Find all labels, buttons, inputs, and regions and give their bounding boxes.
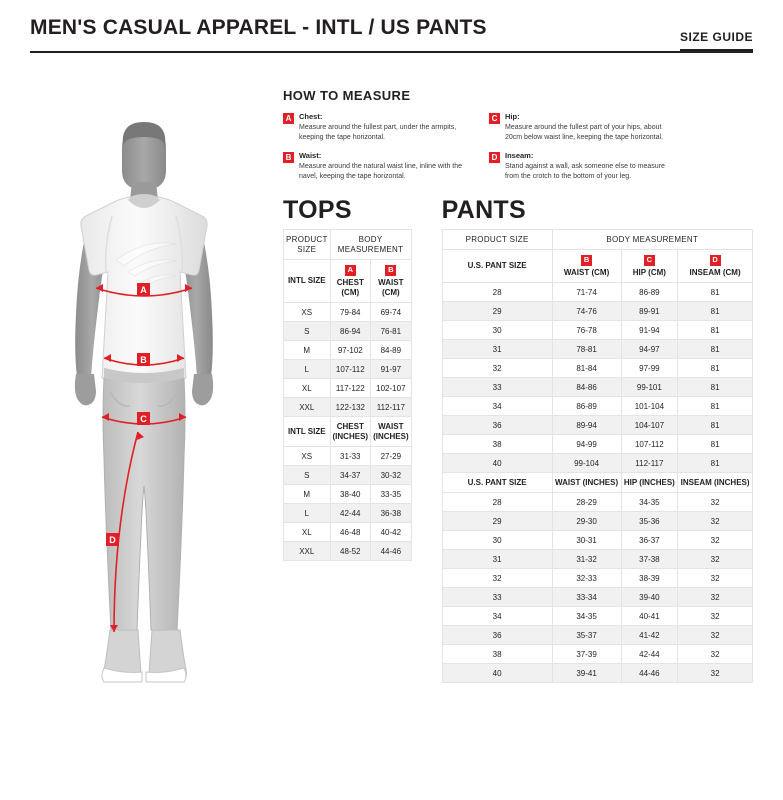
size-cell: 30 xyxy=(442,531,552,550)
table-row xyxy=(442,588,752,607)
pants-title: PANTS xyxy=(441,196,526,224)
waist-cell: 37-39 xyxy=(552,645,621,664)
size-cell: 28 xyxy=(442,283,552,302)
pants-inseam-in-header: INSEAM (INCHES) xyxy=(678,473,753,493)
size-cell: XS xyxy=(284,447,331,466)
hip-cell: 42-44 xyxy=(621,645,678,664)
measure-description: Measure around the fullest part of your hips, about 20cm below waist line, keeping the tape horizontal. xyxy=(505,123,663,141)
table-row xyxy=(442,626,752,645)
tops-product-size-header: PRODUCT SIZE xyxy=(284,230,331,260)
inseam-cell: 81 xyxy=(678,454,753,473)
inseam-cell: 81 xyxy=(678,435,753,454)
pants-hip-in-header: HIP (INCHES) xyxy=(621,473,678,493)
hip-cell: 101-104 xyxy=(621,397,678,416)
size-cell: 30 xyxy=(442,321,552,340)
size-cell: 34 xyxy=(442,397,552,416)
table-row xyxy=(442,550,752,569)
svg-text:B: B xyxy=(140,355,147,365)
table-row xyxy=(442,493,752,512)
table-row xyxy=(284,466,412,485)
waist-cell: 29-30 xyxy=(552,512,621,531)
inseam-cell: 32 xyxy=(678,664,753,683)
size-cell: XL xyxy=(284,379,331,398)
size-cell: 32 xyxy=(442,569,552,588)
tops-chest-cm-header xyxy=(330,260,371,303)
hip-cell: 41-42 xyxy=(621,626,678,645)
table-row xyxy=(442,359,752,378)
table-row xyxy=(284,523,412,542)
hip-cell: 104-107 xyxy=(621,416,678,435)
waist-cell: 94-99 xyxy=(552,435,621,454)
hip-cell: 107-112 xyxy=(621,435,678,454)
measure-description: Stand against a wall, ask someone else to measure from the crotch to the bottom of your leg. xyxy=(505,162,665,180)
size-cell: 32 xyxy=(442,359,552,378)
size-cell: M xyxy=(284,485,331,504)
inseam-cell: 32 xyxy=(678,550,753,569)
hip-cell: 91-94 xyxy=(621,321,678,340)
waist-cell: 81-84 xyxy=(552,359,621,378)
waist-cell: 36-38 xyxy=(371,504,412,523)
waist-cell: 91-97 xyxy=(371,360,412,379)
size-tables xyxy=(283,196,753,683)
pants-waist-in-header: WAIST (INCHES) xyxy=(552,473,621,493)
svg-text:C: C xyxy=(140,414,147,424)
table-row xyxy=(284,360,412,379)
table-row xyxy=(442,340,752,359)
pants-waist-cm-header xyxy=(552,250,621,283)
pants-size-in-col-header: U.S. PANT SIZE xyxy=(442,473,552,493)
table-row xyxy=(442,321,752,340)
size-cell: 40 xyxy=(442,454,552,473)
inseam-cell: 32 xyxy=(678,493,753,512)
size-cell: 29 xyxy=(442,302,552,321)
table-row xyxy=(442,645,752,664)
table-row xyxy=(442,397,752,416)
page-header xyxy=(30,16,753,60)
waist-cell: 33-34 xyxy=(552,588,621,607)
tops-size-col-header: INTL SIZE xyxy=(284,260,331,303)
chest-cell: 31-33 xyxy=(330,447,371,466)
chest-cell: 107-112 xyxy=(330,360,371,379)
size-cell: 38 xyxy=(442,645,552,664)
inseam-cell: 81 xyxy=(678,359,753,378)
table-row xyxy=(442,607,752,626)
size-cell: L xyxy=(284,360,331,379)
pants-body-measurement-header: BODY MEASUREMENT xyxy=(552,230,752,250)
measure-term: Inseam: xyxy=(505,150,534,160)
table-row xyxy=(284,398,412,417)
svg-text:A: A xyxy=(140,285,147,295)
table-row xyxy=(442,512,752,531)
hip-cell: 38-39 xyxy=(621,569,678,588)
hip-cell: 89-91 xyxy=(621,302,678,321)
tops-table xyxy=(283,229,412,561)
badge-a-icon: A xyxy=(283,113,294,124)
waist-cell: 30-31 xyxy=(552,531,621,550)
size-cell: S xyxy=(284,322,331,341)
measure-description: Measure around the natural waist line, inline with the navel, keeping the tape horizontal. xyxy=(299,162,463,180)
badge-a-icon: A xyxy=(345,265,356,276)
pants-inseam-cm-header xyxy=(678,250,753,283)
how-to-measure-column-right xyxy=(489,112,669,190)
svg-text:D: D xyxy=(109,535,116,545)
inseam-cell: 32 xyxy=(678,645,753,664)
waist-cell: 34-35 xyxy=(552,607,621,626)
badge-d-icon: D xyxy=(710,255,721,266)
waist-cell: 86-89 xyxy=(552,397,621,416)
chest-cell: 48-52 xyxy=(330,542,371,561)
chest-cell: 34-37 xyxy=(330,466,371,485)
table-subheader-row xyxy=(442,250,752,283)
measure-term: Hip: xyxy=(505,112,520,121)
hip-cell: 39-40 xyxy=(621,588,678,607)
waist-cell: 44-46 xyxy=(371,542,412,561)
badge-b-icon: B xyxy=(385,265,396,276)
waist-cell: 84-86 xyxy=(552,378,621,397)
pants-hip-cm-label: HIP (CM) xyxy=(632,267,666,277)
inseam-cell: 32 xyxy=(678,512,753,531)
inseam-cell: 32 xyxy=(678,626,753,645)
waist-cell: 27-29 xyxy=(371,447,412,466)
inseam-cell: 32 xyxy=(678,531,753,550)
how-to-measure-title: HOW TO MEASURE xyxy=(283,88,411,103)
table-row xyxy=(284,447,412,466)
table-row xyxy=(442,416,752,435)
table-row xyxy=(442,302,752,321)
waist-cell: 89-94 xyxy=(552,416,621,435)
size-cell: XXL xyxy=(284,398,331,417)
waist-cell: 78-81 xyxy=(552,340,621,359)
table-header-row xyxy=(284,230,412,260)
size-cell: M xyxy=(284,341,331,360)
table-row xyxy=(284,379,412,398)
size-cell: S xyxy=(284,466,331,485)
hip-cell: 99-101 xyxy=(621,378,678,397)
size-cell: L xyxy=(284,504,331,523)
size-cell: XS xyxy=(284,303,331,322)
pants-hip-cm-header xyxy=(621,250,678,283)
page-title: MEN'S CASUAL APPAREL - INTL / US PANTS xyxy=(30,16,487,39)
waist-cell: 31-32 xyxy=(552,550,621,569)
chest-cell: 46-48 xyxy=(330,523,371,542)
how-to-measure-item xyxy=(489,151,669,182)
table-row xyxy=(442,435,752,454)
inseam-cell: 81 xyxy=(678,321,753,340)
table-header-row xyxy=(442,230,752,250)
how-to-measure-column-left xyxy=(283,112,463,190)
badge-c-icon: C xyxy=(489,113,500,124)
waist-cell: 28-29 xyxy=(552,493,621,512)
how-to-measure-item xyxy=(283,112,463,143)
hip-cell: 34-35 xyxy=(621,493,678,512)
tops-waist-cm-header xyxy=(371,260,412,303)
tops-size-in-col-header: INTL SIZE xyxy=(284,417,331,447)
size-cell: 33 xyxy=(442,378,552,397)
tops-waist-cm-label: WAIST (CM) xyxy=(378,277,404,297)
size-cell: 29 xyxy=(442,512,552,531)
waist-cell: 112-117 xyxy=(371,398,412,417)
inseam-cell: 81 xyxy=(678,378,753,397)
inseam-cell: 81 xyxy=(678,416,753,435)
waist-cell: 99-104 xyxy=(552,454,621,473)
chest-cell: 86-94 xyxy=(330,322,371,341)
size-cell: XXL xyxy=(284,542,331,561)
chest-cell: 117-122 xyxy=(330,379,371,398)
chest-cell: 42-44 xyxy=(330,504,371,523)
how-to-measure-item xyxy=(489,112,669,143)
table-row xyxy=(284,303,412,322)
hip-cell: 37-38 xyxy=(621,550,678,569)
badge-d-icon: D xyxy=(489,152,500,163)
table-row xyxy=(442,664,752,683)
tops-table-block xyxy=(283,196,412,683)
waist-cell: 71-74 xyxy=(552,283,621,302)
hip-cell: 86-89 xyxy=(621,283,678,302)
pants-product-size-header: PRODUCT SIZE xyxy=(442,230,552,250)
table-subheader-row xyxy=(442,473,752,493)
table-row xyxy=(442,378,752,397)
waist-cell: 76-81 xyxy=(371,322,412,341)
table-row xyxy=(284,485,412,504)
size-cell: 36 xyxy=(442,416,552,435)
table-row xyxy=(284,322,412,341)
table-row xyxy=(284,504,412,523)
hip-cell: 40-41 xyxy=(621,607,678,626)
tops-waist-in-header: WAIST (INCHES) xyxy=(371,417,412,447)
waist-cell: 69-74 xyxy=(371,303,412,322)
inseam-cell: 81 xyxy=(678,340,753,359)
measure-description: Measure around the fullest part, under the armpits, keeping the tape horizontal. xyxy=(299,123,457,141)
size-cell: 33 xyxy=(442,588,552,607)
table-subheader-row xyxy=(284,260,412,303)
size-cell: 31 xyxy=(442,340,552,359)
badge-c-icon: C xyxy=(644,255,655,266)
waist-cell: 39-41 xyxy=(552,664,621,683)
tops-body-measurement-header: BODY MEASUREMENT xyxy=(330,230,411,260)
header-divider xyxy=(30,51,753,53)
how-to-measure-item xyxy=(283,151,463,182)
pants-waist-cm-label: WAIST (CM) xyxy=(563,267,610,277)
table-row xyxy=(442,569,752,588)
mannequin-illustration xyxy=(24,120,274,720)
hip-cell: 94-97 xyxy=(621,340,678,359)
pants-table xyxy=(442,229,753,683)
waist-cell: 74-76 xyxy=(552,302,621,321)
size-cell: 28 xyxy=(442,493,552,512)
waist-cell: 33-35 xyxy=(371,485,412,504)
size-cell: 40 xyxy=(442,664,552,683)
inseam-cell: 32 xyxy=(678,607,753,626)
waist-cell: 40-42 xyxy=(371,523,412,542)
tops-chest-in-header: CHEST (INCHES) xyxy=(330,417,371,447)
size-cell: 34 xyxy=(442,607,552,626)
hip-cell: 36-37 xyxy=(621,531,678,550)
how-to-measure-section xyxy=(283,88,753,190)
table-subheader-row xyxy=(284,417,412,447)
waist-cell: 32-33 xyxy=(552,569,621,588)
tops-chest-cm-label: CHEST (CM) xyxy=(336,277,364,297)
pants-table-block xyxy=(442,196,753,683)
size-cell: 36 xyxy=(442,626,552,645)
inseam-cell: 81 xyxy=(678,283,753,302)
table-row xyxy=(442,283,752,302)
inseam-cell: 32 xyxy=(678,569,753,588)
inseam-cell: 81 xyxy=(678,397,753,416)
measure-term: Waist: xyxy=(299,150,322,160)
inseam-cell: 81 xyxy=(678,302,753,321)
waist-cell: 30-32 xyxy=(371,466,412,485)
hip-cell: 35-36 xyxy=(621,512,678,531)
hip-cell: 97-99 xyxy=(621,359,678,378)
chest-cell: 97-102 xyxy=(330,341,371,360)
hip-cell: 44-46 xyxy=(621,664,678,683)
table-row xyxy=(284,542,412,561)
table-row xyxy=(284,341,412,360)
size-guide-label: SIZE GUIDE xyxy=(680,30,753,52)
pants-size-col-header: U.S. PANT SIZE xyxy=(442,250,552,283)
hip-cell: 112-117 xyxy=(621,454,678,473)
waist-cell: 35-37 xyxy=(552,626,621,645)
pants-inseam-cm-label: INSEAM (CM) xyxy=(689,267,741,277)
inseam-cell: 32 xyxy=(678,588,753,607)
waist-cell: 102-107 xyxy=(371,379,412,398)
badge-b-icon: B xyxy=(581,255,592,266)
size-cell: XL xyxy=(284,523,331,542)
badge-b-icon: B xyxy=(283,152,294,163)
chest-cell: 38-40 xyxy=(330,485,371,504)
table-row xyxy=(442,454,752,473)
chest-cell: 122-132 xyxy=(330,398,371,417)
tops-title: TOPS xyxy=(283,196,352,224)
waist-cell: 76-78 xyxy=(552,321,621,340)
size-cell: 31 xyxy=(442,550,552,569)
waist-cell: 84-89 xyxy=(371,341,412,360)
size-cell: 38 xyxy=(442,435,552,454)
measure-term: Chest: xyxy=(299,112,323,121)
chest-cell: 79-84 xyxy=(330,303,371,322)
table-row xyxy=(442,531,752,550)
